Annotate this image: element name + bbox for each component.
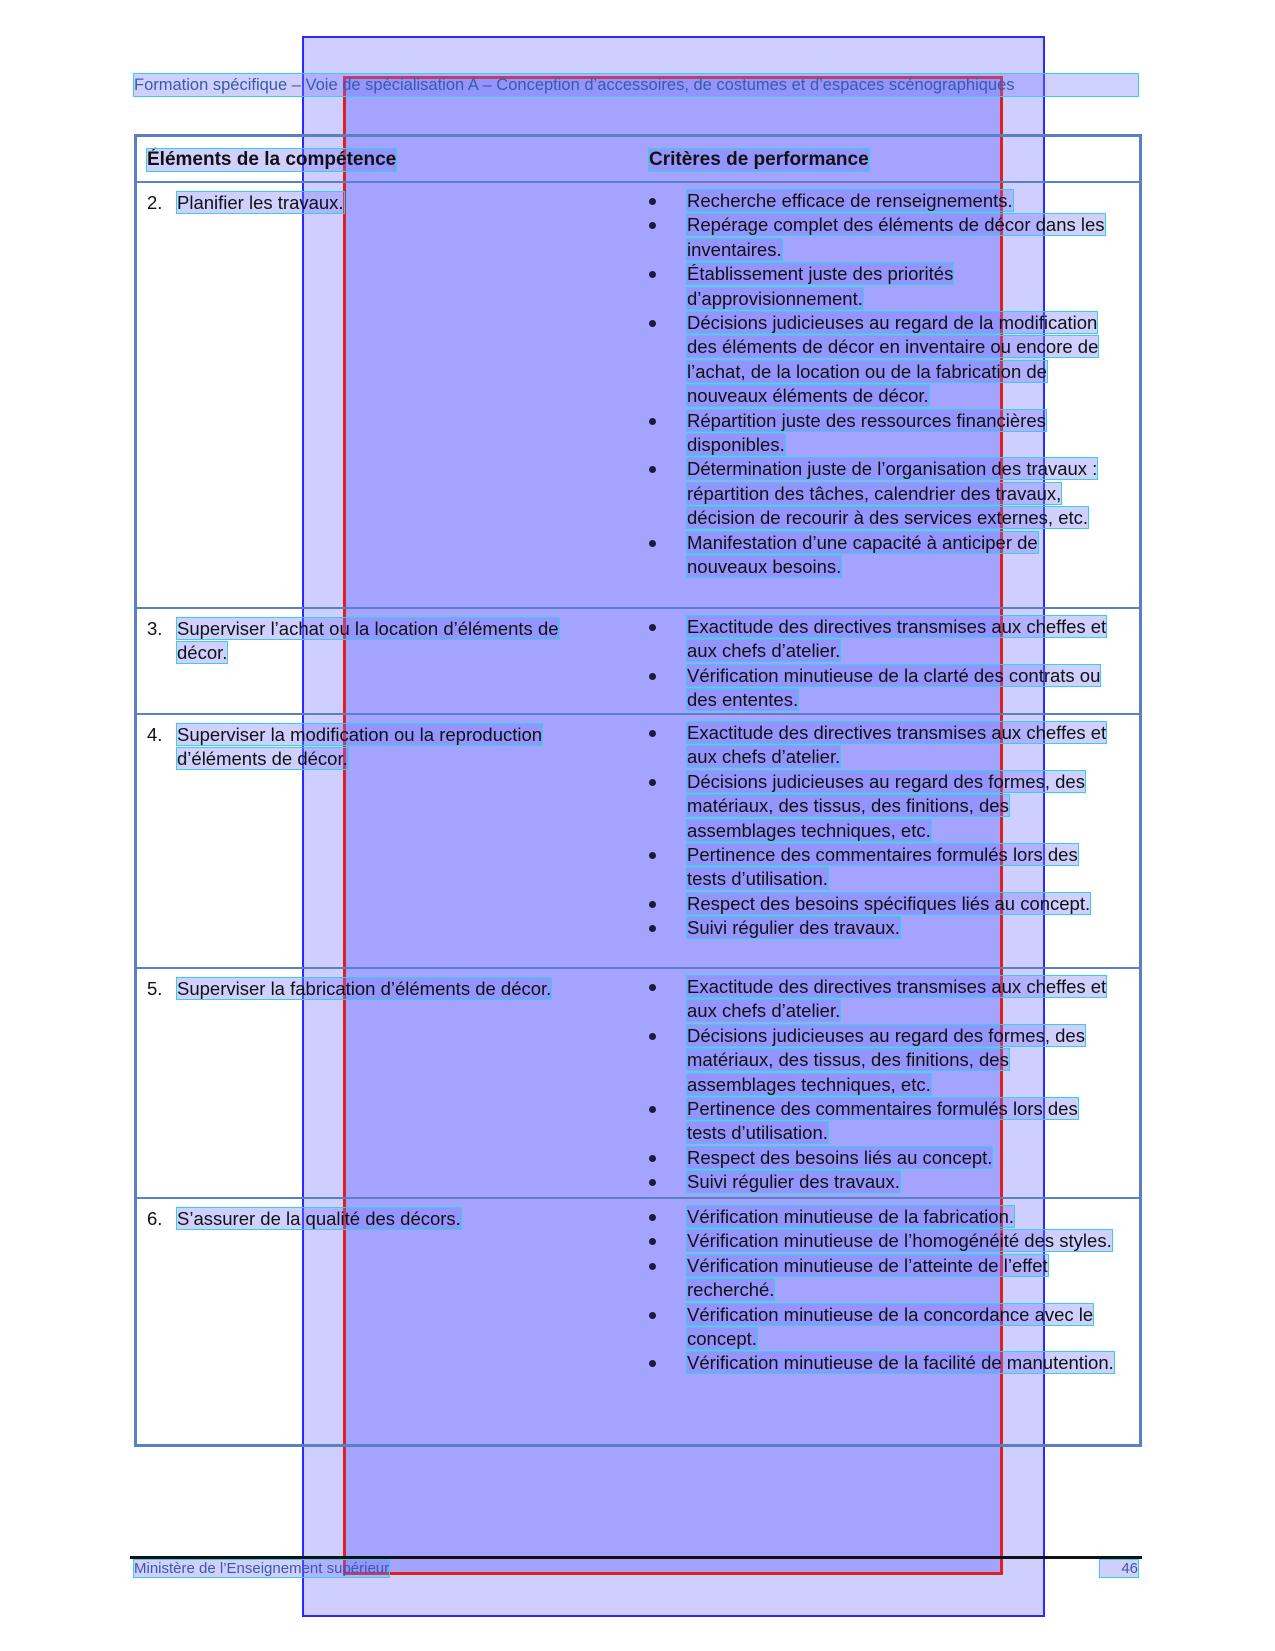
list-item: Vérification minutieuse de la clarté des contrats ou des ententes. (649, 664, 1119, 713)
bullet-icon (649, 466, 656, 473)
table-row (137, 183, 1139, 609)
bullet-icon (649, 1033, 656, 1040)
bullet-icon (649, 673, 656, 680)
element-cell (147, 723, 607, 771)
running-header: Formation spécifique – Voie de spécialisation A – Conception d’accessoires, de costumes et d’espaces scénographiques (134, 74, 1138, 96)
list-item: Pertinence des commentaires formulés lors des tests d’utilisation. (649, 1097, 1119, 1146)
list-item: Respect des besoins liés au concept. (649, 1146, 1119, 1170)
criteria-cell (649, 1205, 1119, 1376)
criteria-cell (649, 721, 1119, 941)
list-item: Vérification minutieuse de l’atteinte de l’effet recherché. (649, 1254, 1119, 1303)
list-item: Exactitude des directives transmises aux cheffes et aux chefs d’atelier. (649, 721, 1119, 770)
bullet-icon (649, 779, 656, 786)
list-item: Répartition juste des ressources financières disponibles. (649, 409, 1119, 458)
table-row (137, 969, 1139, 1199)
bullet-icon (649, 1155, 656, 1162)
page-number: 46 (1100, 1560, 1138, 1577)
element-number: 6. (147, 1208, 163, 1229)
footer-ministry: Ministère de l’Enseignement supérieur (134, 1560, 390, 1577)
bullet-icon (649, 271, 656, 278)
element-text: Superviser l’achat ou la location d’éléments de décor. (177, 618, 559, 663)
table-row (137, 609, 1139, 715)
list-item: Décisions judicieuses au regard des formes, des matériaux, des tissus, des finitions, des assemblages techniques, etc. (649, 770, 1119, 843)
element-cell (147, 1207, 607, 1231)
bullet-icon (649, 1179, 656, 1186)
bullet-icon (649, 1214, 656, 1221)
list-item: Respect des besoins spécifiques liés au concept. (649, 892, 1119, 916)
element-text: Superviser la modification ou la reproduction d’éléments de décor. (177, 724, 543, 769)
list-item: Suivi régulier des travaux. (649, 1170, 1119, 1194)
column-header-elements: Éléments de la compétence (147, 149, 397, 170)
list-item: Manifestation d’une capacité à anticiper de nouveaux besoins. (649, 531, 1119, 580)
list-item: Établissement juste des priorités d’approvisionnement. (649, 262, 1119, 311)
bullet-icon (649, 198, 656, 205)
bullet-icon (649, 320, 656, 327)
element-number: 4. (147, 724, 163, 745)
element-cell (147, 191, 607, 215)
list-item: Exactitude des directives transmises aux cheffes et aux chefs d’atelier. (649, 975, 1119, 1024)
bullet-icon (649, 852, 656, 859)
element-cell (147, 617, 607, 665)
bullet-icon (649, 418, 656, 425)
element-cell (147, 977, 607, 1001)
element-number: 2. (147, 192, 163, 213)
list-item: Pertinence des commentaires formulés lors des tests d’utilisation. (649, 843, 1119, 892)
list-item: Suivi régulier des travaux. (649, 916, 1119, 940)
table-row (137, 715, 1139, 969)
list-item: Recherche efficace de renseignements. (649, 189, 1119, 213)
table-header-row (137, 137, 1139, 183)
bullet-icon (649, 1106, 656, 1113)
bullet-icon (649, 984, 656, 991)
bullet-icon (649, 925, 656, 932)
competence-table (134, 134, 1142, 1447)
element-number: 5. (147, 978, 163, 999)
column-header-criteria: Critères de performance (649, 149, 869, 170)
list-item: Vérification minutieuse de la concordance avec le concept. (649, 1303, 1119, 1352)
list-item: Détermination juste de l’organisation des travaux : répartition des tâches, calendrier des travaux, décision de recourir à des services externes, etc. (649, 457, 1119, 530)
bullet-icon (649, 222, 656, 229)
bullet-icon (649, 1238, 656, 1245)
bullet-icon (649, 730, 656, 737)
footer-divider (130, 1556, 1142, 1559)
bullet-icon (649, 1263, 656, 1270)
element-text: S’assurer de la qualité des décors. (177, 1208, 461, 1229)
list-item: Exactitude des directives transmises aux cheffes et aux chefs d’atelier. (649, 615, 1119, 664)
criteria-cell (649, 975, 1119, 1195)
list-item: Repérage complet des éléments de décor dans les inventaires. (649, 213, 1119, 262)
list-item: Vérification minutieuse de la fabrication. (649, 1205, 1119, 1229)
criteria-cell (649, 615, 1119, 713)
list-item: Vérification minutieuse de la facilité de manutention. (649, 1351, 1119, 1375)
element-number: 3. (147, 618, 163, 639)
criteria-cell (649, 189, 1119, 580)
bullet-icon (649, 540, 656, 547)
list-item: Décisions judicieuses au regard des formes, des matériaux, des tissus, des finitions, des assemblages techniques, etc. (649, 1024, 1119, 1097)
element-text: Planifier les travaux. (177, 192, 344, 213)
table-row (137, 1199, 1139, 1444)
bullet-icon (649, 901, 656, 908)
bullet-icon (649, 1312, 656, 1319)
bullet-icon (649, 624, 656, 631)
list-item: Décisions judicieuses au regard de la modification des éléments de décor en inventaire ou encore de l’achat, de la location ou de la fabrication de nouveaux éléments de décor. (649, 311, 1119, 409)
bullet-icon (649, 1360, 656, 1367)
element-text: Superviser la fabrication d’éléments de décor. (177, 978, 552, 999)
list-item: Vérification minutieuse de l’homogénéité des styles. (649, 1229, 1119, 1253)
